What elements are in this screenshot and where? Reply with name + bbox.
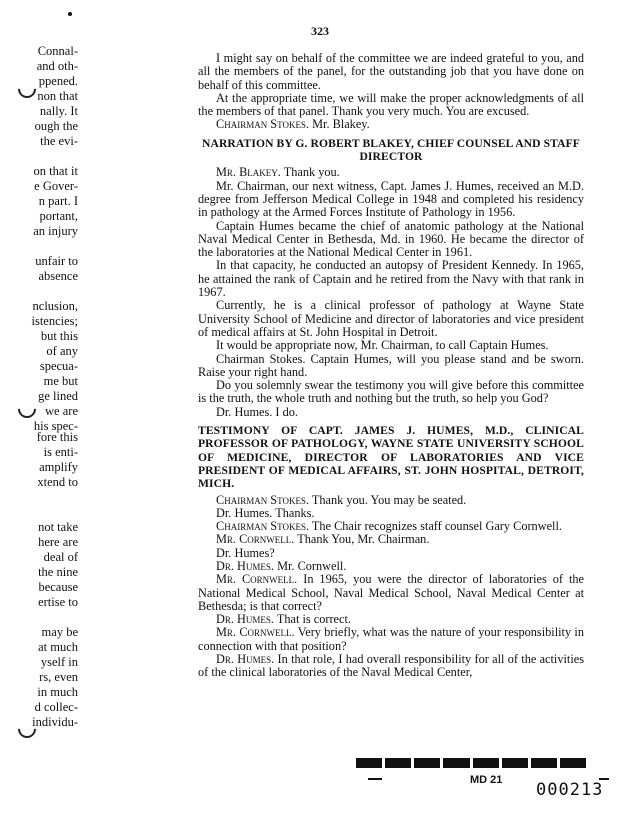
paragraph xyxy=(198,520,584,533)
margin-text-line: absence xyxy=(38,269,78,283)
margin-text-line: amplify xyxy=(39,460,78,474)
paragraph: Dr. Humes. Thanks. xyxy=(216,505,315,520)
speaker-name: Chairman Stokes. xyxy=(216,492,310,507)
page-number: 323 xyxy=(311,24,329,38)
speaker-name: Dr. Humes. xyxy=(216,558,274,573)
margin-text-line: specua- xyxy=(39,359,78,373)
margin-text-line: d collec- xyxy=(34,700,78,714)
margin-text-line: in much xyxy=(37,685,78,699)
speaker-name: Mr. Cornwell. xyxy=(216,572,298,587)
margin-text-line: unfair to xyxy=(35,254,78,268)
paragraph: Mr. Chairman, our next witness, Capt. James J. Humes, received an M.D. degree from Jefferson Medical College in 1948 and completed his residency in pathology at the Armed Forces Institute of Pathology in 1956. xyxy=(198,178,584,220)
paragraph xyxy=(198,626,584,653)
document-label: MD 21 xyxy=(470,774,503,786)
margin-text-line: at much xyxy=(38,640,78,654)
margin-text-line xyxy=(0,239,78,254)
speaker-name: Mr. Cornwell. xyxy=(216,625,295,640)
speech-text: Very briefly, what was the nature of your responsibility in connection with that position? xyxy=(198,625,584,653)
paragraph xyxy=(198,494,584,507)
paragraph: In that capacity, he conducted an autopsy of President Kennedy. In 1965, he attained the rank of Captain and he retired from the Navy with that rank in 1967. xyxy=(198,258,584,300)
margin-text-line: rs, even xyxy=(39,670,78,684)
margin-text-line: deal of xyxy=(43,550,78,564)
margin-text-line: ertise to xyxy=(38,595,78,609)
document-stamp-number: 000213 xyxy=(536,780,604,800)
speaker-name: Chairman Stokes. xyxy=(216,117,310,132)
margin-text-line: portant, xyxy=(39,209,78,223)
margin-text-line: istencies; xyxy=(31,314,78,328)
margin-text-line xyxy=(0,284,78,299)
margin-text-line: because xyxy=(38,580,78,594)
speech-text: Thank you. xyxy=(280,165,340,180)
margin-text-line: ough the xyxy=(34,119,78,133)
margin-text-line: and oth- xyxy=(36,59,78,73)
paragraph xyxy=(198,533,584,546)
margin-text-line xyxy=(0,490,78,505)
section-heading-narration: NARRATION BY G. ROBERT BLAKEY, CHIEF COUNSEL AND STAFF DIRECTOR xyxy=(202,136,580,164)
speck-mark xyxy=(68,12,72,16)
margin-text-line: here are xyxy=(38,535,78,549)
margin-text-line: the evi- xyxy=(40,134,78,148)
paragraph xyxy=(198,653,584,680)
speech-text: Thank You, Mr. Chairman. xyxy=(294,532,430,547)
margin-text-line xyxy=(0,610,78,625)
speech-text: The Chair recognizes staff counsel Gary Cornwell. xyxy=(309,519,562,534)
margin-text-line: nally. It xyxy=(39,104,78,118)
margin-text-line: individu- xyxy=(32,715,78,729)
margin-text-line xyxy=(0,505,78,520)
paragraph: It would be appropriate now, Mr. Chairman, to call Captain Humes. xyxy=(216,338,549,353)
speech-text: Thank you. You may be seated. xyxy=(309,492,467,507)
margin-text-line: me but xyxy=(43,374,78,388)
footer-dash xyxy=(368,778,382,780)
margin-text-line: not take xyxy=(38,520,78,534)
paragraph: I might say on behalf of the committee we are indeed grateful to you, and all the members of the panel, for the outstanding job that you have done on behalf of this committee. xyxy=(198,51,584,92)
paragraph xyxy=(198,560,584,573)
left-margin-bleed-top xyxy=(0,44,78,434)
left-margin-bleed-bottom xyxy=(0,430,78,730)
paragraph: Dr. Humes? xyxy=(216,545,275,560)
paragraph xyxy=(198,118,584,131)
paragraph: Do you solemnly swear the testimony you will give before this committee is the truth, the whole truth and nothing but the truth, so help you God? xyxy=(198,378,584,406)
speaker-name: Dr. Humes. xyxy=(216,652,275,667)
margin-text-line: nclusion, xyxy=(32,299,78,313)
speaker-name: Mr. Cornwell. xyxy=(216,532,295,547)
speech-text: Mr. Blakey. xyxy=(309,117,370,132)
main-text-column xyxy=(198,52,584,680)
speaker-name: Dr. Humes. xyxy=(216,612,274,627)
speech-text: In 1965, you were the director of laboratories of the National Medical School, Naval Medical School, Naval Medical Center at Bethesda; is that correct? xyxy=(198,572,584,613)
paragraph: Captain Humes became the chief of anatomic pathology at the National Naval Medical Center in Bethesda, Md. in 1960. He became the director of the laboratories at the National Medical Center in 1961. xyxy=(198,218,584,260)
margin-text-line: yself in xyxy=(40,655,78,669)
margin-text-line: we are xyxy=(45,404,78,418)
margin-text-line: his spec- xyxy=(33,419,78,433)
redaction-bar xyxy=(356,758,586,768)
speech-text: Mr. Cornwell. xyxy=(274,558,347,573)
margin-text-line: Connal- xyxy=(37,44,78,58)
margin-text-line: of any xyxy=(46,344,78,358)
margin-text-line: e Gover- xyxy=(34,179,78,193)
paragraph: Dr. Humes. I do. xyxy=(216,404,298,419)
margin-text-line: ppened. xyxy=(38,74,78,88)
margin-text-line: an injury xyxy=(33,224,78,238)
margin-text-line xyxy=(0,149,78,164)
speech-text: That is correct. xyxy=(274,612,351,627)
speaker-name: Chairman Stokes. xyxy=(216,519,310,534)
margin-text-line: ge lined xyxy=(38,389,78,403)
speech-text: In that role, I had overall responsibility for all of the activities of the clinical laboratories of the Naval Medical Center, xyxy=(198,652,584,680)
speaker-name: Mr. Blakey. xyxy=(216,165,281,180)
margin-text-line: on that it xyxy=(33,164,78,178)
paragraph: At the appropriate time, we will make the proper acknowledgments of all the members of that panel. Thank you very much. You are excused. xyxy=(198,90,584,119)
margin-text-line: but this xyxy=(40,329,78,343)
margin-text-line: fore this xyxy=(36,430,78,444)
margin-text-line: may be xyxy=(41,625,78,639)
margin-text-line: the nine xyxy=(38,565,78,579)
margin-text-line: is enti- xyxy=(43,445,78,459)
section-heading-testimony: TESTIMONY OF CAPT. JAMES J. HUMES, M.D., CLINICAL PROFESSOR OF PATHOLOGY, WAYNE STATE UNIVERSITY SCHOOL OF MEDICINE, DIRECTOR OF LABORATORIES AND VICE PRESIDENT OF MEDICAL AFFAIRS, ST. JOHN HOSPITAL, DETROIT, MICH. xyxy=(198,424,584,491)
paragraph: Chairman Stokes. Captain Humes, will you please stand and be sworn. Raise your right hand. xyxy=(198,351,584,379)
margin-text-line: xtend to xyxy=(37,475,78,489)
margin-text-line: n part. I xyxy=(38,194,78,208)
paragraph xyxy=(198,573,584,613)
paragraph: Currently, he is a clinical professor of pathology at Wayne State University School of Medicine and director of laboratories and vice president of medical affairs at St. John Hospital in Detroit. xyxy=(198,298,584,339)
paragraph xyxy=(198,166,584,179)
paragraph xyxy=(198,613,584,626)
margin-text-line: non that xyxy=(37,89,78,103)
